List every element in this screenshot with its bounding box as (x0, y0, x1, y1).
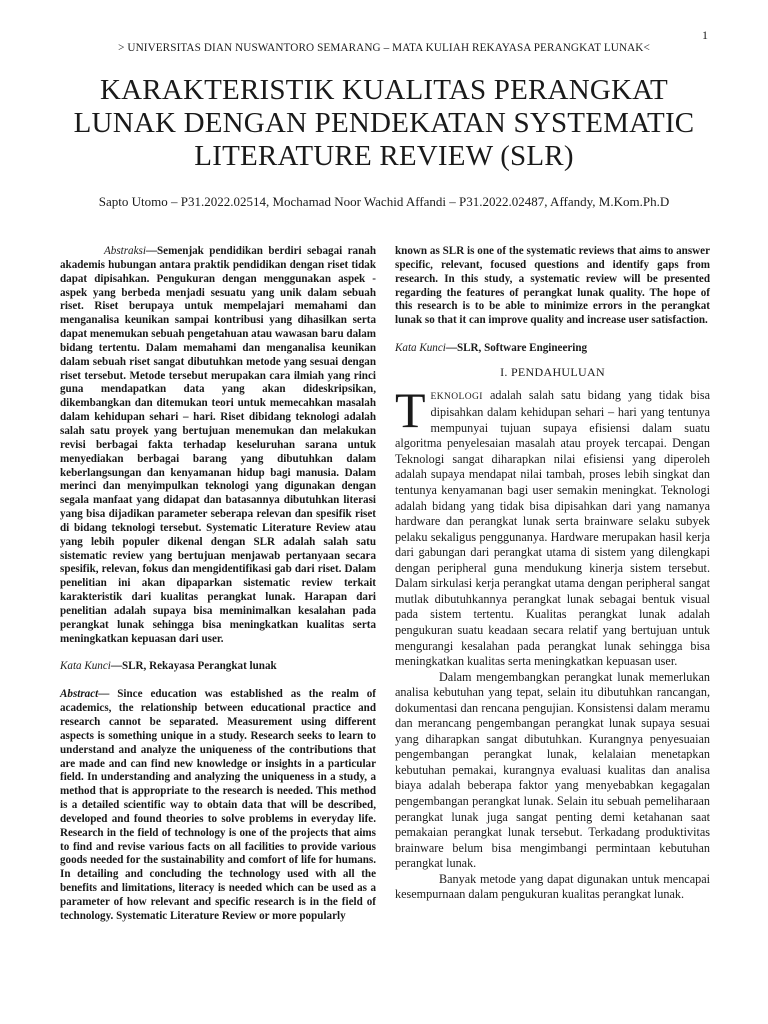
authors: Sapto Utomo – P31.2022.02514, Mochamad Noor Wachid Affandi – P31.2022.02487, Affandy, M.Kom.Ph.D (98, 194, 670, 209)
keywords-text: —SLR, Software Engineering (445, 342, 588, 355)
body-paragraph: Banyak metode yang dapat digunakan untuk mencapai kesempurnaan dalam pengukuran kualitas perangkat lunak. (395, 871, 710, 902)
body-paragraph: Dalam mengembangkan perangkat lunak memerlukan analisa kebutuhan yang tepat, selain itu dibutuhkan rancangan, dokumentasi dan rencana pengujian. Konsistensi dalam meramu dan merancang pengembangan perangkat lunak supaya sesuai yang diharapkan sangat dibutuhkan. Kurangnya penyesuaian pengembangan perangkat lunak, kelalaian menetapkan kebutuhan pemakai, kurangnya evaluasi kualitas dan analisa biaya adalah beberapa faktor yang menyebabkan kegagalan pengembangan perangkat lunak. Selain itu sebuah pemeliharaan perangkat lunak juga sangat penting demi ketahanan saat pemakaian perangkat lunak tersebut. Terkadang produktivitas brainware belum bisa mengimbangi permintaan kebutuhan perangkat lunak. (395, 669, 710, 871)
small-caps-word: EKNOLOGI (430, 391, 483, 402)
paper-title (40, 74, 728, 173)
abstrak-label: Abstraksi (104, 245, 146, 257)
abstract-continued: known as SLR is one of the systematic reviews that aims to answer specific, relevant, focused questions and identify gaps from research. In this study, a systematic review will be presented regarding the features of perangkat lunak quality. The hope of this research is to be able to minimize errors in the perangkat lunak so that it can improve quality and increase user satisfaction. (395, 245, 710, 327)
running-head: > UNIVERSITAS DIAN NUSWANTORO SEMARANG – MATA KULIAH REKAYASA PERANGKAT LUNAK< (118, 42, 650, 54)
left-column (60, 245, 376, 924)
title-line: KARAKTERISTIK KUALITAS PERANGKAT (100, 74, 668, 106)
abstract-label: Abstract (60, 688, 99, 701)
kata-kunci-text: —SLR, Rekayasa Perangkat lunak (110, 660, 277, 673)
drop-cap: T (395, 381, 426, 438)
body-paragraph (395, 381, 710, 670)
kata-kunci-label: Kata Kunci (60, 660, 111, 673)
section-body (395, 381, 710, 903)
abstrak-paragraph (60, 245, 376, 646)
right-column (395, 245, 710, 903)
keywords-paragraph (395, 342, 710, 356)
abstract-paragraph (60, 688, 376, 923)
abstract-text: — Since education was established as the realm of academics, the relationship between educational practice and research cannot be separated. Measurement using different aspects is something unique in a study. Research seeks to learn to understand and analyze the uniqueness of the contributions that are made and can find new knowledge or insights in a particular field. In understanding and analyzing the uniqueness in a study, a method that is appropriate to the research is needed. This method is a detailed scientific way to obtain data that will be described, developed and found theories to solve problems in everyday life. Research in the field of technology is one of the projects that aims to find and revise various facts on all facilities to provide various goods needed for the sustainability and comfort of life for humans. In detailing and concluding the technology used with all the benefits and limitations, literacy is needed which can be used as a parameter of how relevant and specific research is in the field of technology. Systematic Literature Review or more popularly (60, 688, 376, 922)
abstrak-text: —Semenjak pendidikan berdiri sebagai ranah akademis hubungan antara praktik pendidikan dengan riset tidak dapat dipisahkan. Pengukuran dengan menggunakan aspek - aspek yang berbeda menjadi sesuatu yang unik dalam sebuah riset. Riset berupaya untuk mempelajari memahami dan menganalisa keunikan sampai kontribusi yang dihasilkan serta dapat menemukan sebuah pengetahuan atau wawasan baru dalam bidang tertentu. Dalam memahami dan menganalisa keunikan dalam sebuah riset sangat dibutuhkan metode yang sesuai dengan riset tersebut. Metode tersebut merupakan cara ilmiah yang rinci guna mendapatkan data yang akan dideskripsikan, dikembangkan dan ditemukan teori untuk memecahkan masalah dalam kehidupan sehari – hari. Riset dibidang teknologi adalah salah satu proyek yang bertujuan menemukan dan melakukan revisi berbagai fakta terhadap keseluruhan sarana untuk menyediakan berbagai barang yang dibutuhkan dalam keberlangsungan dan kenyamanan hidup bagi manusia. Dalam merinci dan menyimpulkan teknologi yang digunakan dengan segala manfaat yang didapat dan batasannya dibutuhkan literasi yang bisa dijadikan parameter seberapa relevan dan spesifik riset di bidang teknologi tersebut. Systematic Literature Review atau yang lebih populer dikenal dengan SLR adalah salah satu sistematic review yang bertujuan menjawab pertanyaan secara spesifik, relevan, fokus dan mengidentifikasi gab dari riset. Dalam penelitian ini akan dipaparkan sistematic review terkait karakteristik dari kualitas perangkat lunak. Harapan dari penelitian adalah supaya bisa meminimalkan kesalahan pada perangkat lunak sehingga bisa meningkatkan kualitas serta meningkatkan kepuasan dari user. (60, 245, 376, 645)
title-line: LITERATURE REVIEW (SLR) (194, 140, 574, 172)
kata-kunci-paragraph (60, 660, 376, 674)
keywords-label: Kata Kunci (395, 342, 446, 355)
page-number: 1 (702, 28, 708, 42)
paragraph-text: adalah salah satu bidang yang tidak bisa dipisahkan dalam kehidupan sehari – hari yang tentunya mempunyai tujuan supaya efisiensi dalam suatu algoritma penyelesaian masalah atau proyek tercapai. Dengan Teknologi sangat diharapkan nilai efisiensi yang diperoleh adalah supaya mendapat nilai tambah, proses lebih singkat dan tentunya kenyamanan bagi user semakin meningkat. Teknologi adalah bidang yang tidak bisa dipisahkan dari yang namanya hardware dan perangkat lunak serta brainware selaku subyek pelaku sekaligus penggunanya. Hardware merupakan hasil kerja dari gabungan dari perangkat utama di sistem yang dilengkapi dengan peripheral guna mendukung kinerja sistem tersebut. Dalam sirkulasi kerja perangkat utama dengan peripheral sangat mutlak dibutuhkannya perangkat lunak sebagai bentuk visual pada sistem tertentu. Kualitas perangkat lunak adalah pengukuran suatu keadaan secara relatif yang bertujuan untuk mengurangi kesalahan pada perangkat lunak sehingga bisa meningkatkan kualitas serta meningkatkan kepuasan user. (395, 387, 710, 669)
section-heading: I. PENDAHULUAN (500, 364, 605, 379)
title-line: LUNAK DENGAN PENDEKATAN SYSTEMATIC (73, 107, 695, 139)
